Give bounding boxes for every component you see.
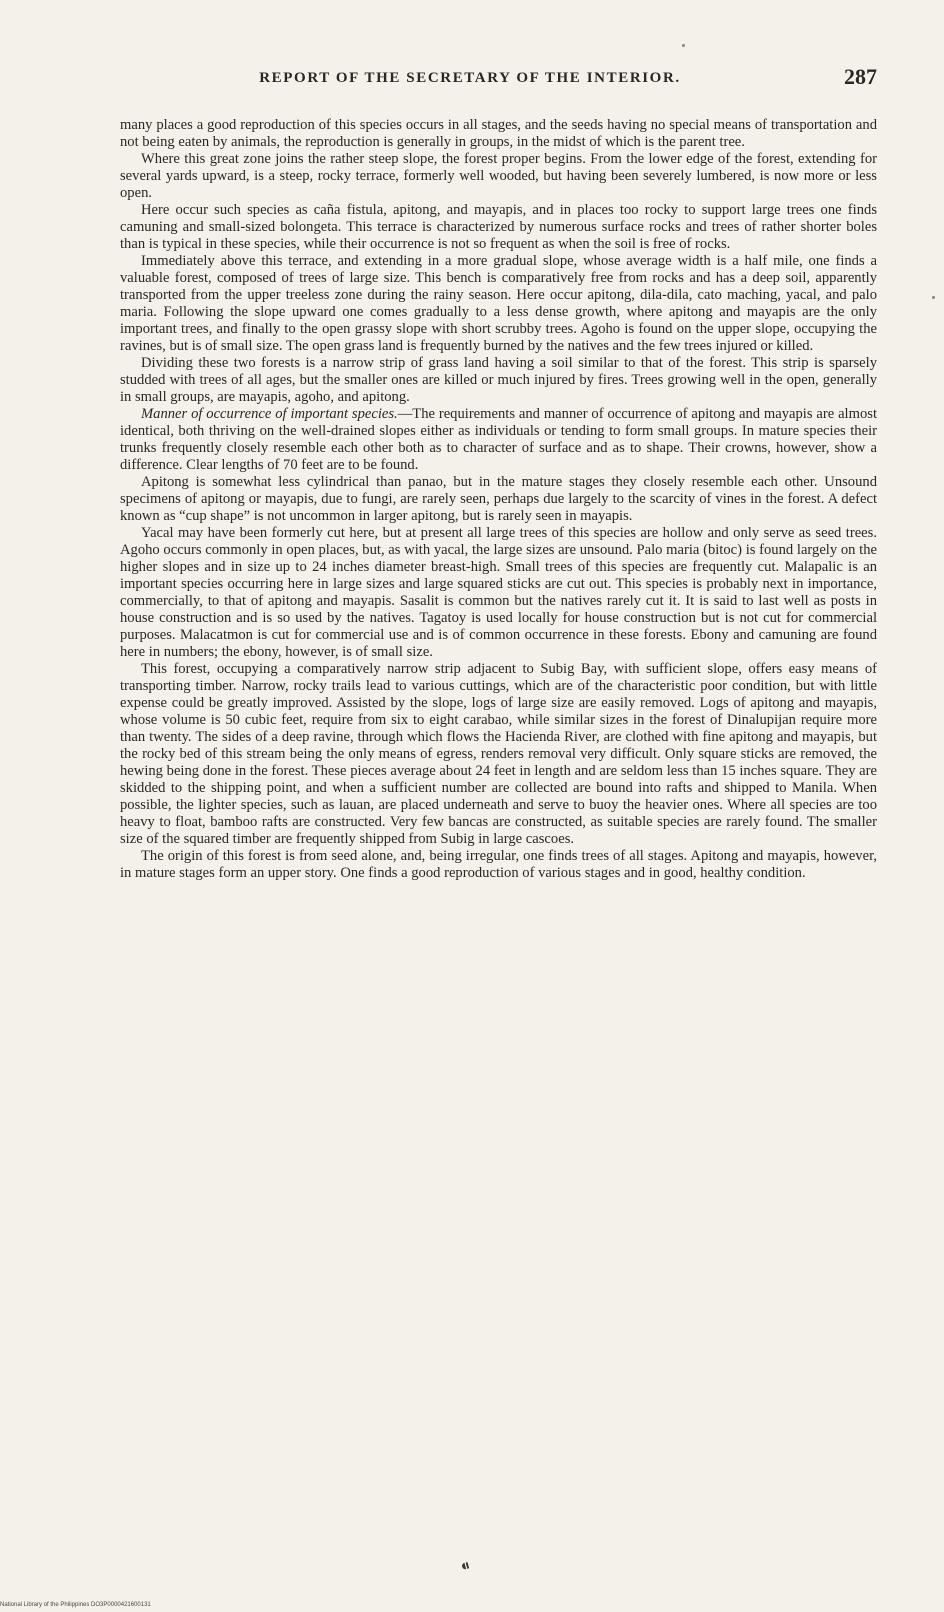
- paragraph: Here occur such species as caña fistula, apitong, and mayapis, and in places too rocky to support large trees one finds camuning and small-sized bolongeta. This terrace is characterized by numerous surface rocks and trees of rather shorter boles than is typical in these species, while their occurrence is not so frequent as when the soil is free of rocks.: [120, 202, 877, 252]
- scan-speck: [932, 296, 935, 299]
- running-header-title: REPORT OF THE SECRETARY OF THE INTERIOR.: [259, 70, 681, 86]
- pen-mark-icon: ⁌: [456, 1553, 474, 1581]
- scan-source-footer: National Library of the Philippines DO3P0000421600131: [0, 1602, 151, 1608]
- scan-speck: [682, 44, 685, 47]
- running-header: [120, 64, 877, 94]
- paragraph: Apitong is somewhat less cylindrical than panao, but in the mature stages they closely resemble each other. Unsound specimens of apitong or mayapis, due to fungi, are rarely seen, perhaps due largely to the scarcity of vines in the forest. A defect known as “cup shape” is not uncommon in larger apitong, but is rarely seen in mayapis.: [120, 474, 877, 524]
- paragraph-section-heading: Manner of occurrence of important species.—The requirements and manner of occurrence of apitong and mayapis are almost identical, both thriving on the well-drained slopes either as individuals or tending to form small groups. In mature species their trunks frequently closely resemble each other both as to character of surface and as to shape. Their crowns, however, show a difference. Clear lengths of 70 feet are to be found.: [120, 406, 877, 473]
- page-number: 287: [844, 64, 877, 89]
- paragraph: many places a good reproduction of this species occurs in all stages, and the seeds having no special means of transportation and not being eaten by animals, the reproduction is generally in groups, in the midst of which is the parent tree.: [120, 117, 877, 150]
- paragraph: This forest, occupying a comparatively narrow strip adjacent to Subig Bay, with sufficient slope, offers easy means of transporting timber. Narrow, rocky trails lead to various cuttings, which are of the characteristic poor condition, but with little expense could be greatly improved. Assisted by the slope, logs of large size are easily removed. Logs of apitong and mayapis, whose volume is 50 cubic feet, require from six to eight carabao, while similar sizes in the forest of Dinalupijan require more than twenty. The sides of a deep ravine, through which flows the Hacienda River, are clothed with fine apitong and mayapis, but the rocky bed of this stream being the only means of egress, renders removal very difficult. Only square sticks are removed, the hewing being done in the forest. These pieces average about 24 feet in length and are seldom less than 15 inches square. They are skidded to the shipping point, and when a sufficient number are collected are bound into rafts and shipped to Manila. When possible, the lighter species, such as lauan, are placed underneath and serve to buoy the heavier ones. Where all species are too heavy to float, bamboo rafts are constructed. Very few bancas are constructed, as suitable species are rarely found. The smaller size of the squared timber are frequently shipped from Subig in large cascoes.: [120, 661, 877, 847]
- section-heading-italic: Manner of occurrence of important species.: [141, 406, 398, 422]
- body-text: [120, 117, 877, 882]
- paragraph: Immediately above this terrace, and extending in a more gradual slope, whose average width is a half mile, one finds a valuable forest, composed of trees of large size. This bench is comparatively free from rocks and has a deep soil, apparently transported from the upper treeless zone during the rainy season. Here occur apitong, dila-dila, cato maching, yacal, and palo maria. Following the slope upward one comes gradually to a less dense growth, where apitong and mayapis are the only important trees, and finally to the open grassy slope with short scrubby trees. Agoho is found on the upper slope, occupying the ravines, but is of small size. The open grass land is frequently burned by the natives and the few trees injured or killed.: [120, 253, 877, 354]
- paragraph: Dividing these two forests is a narrow strip of grass land having a soil similar to that of the forest. This strip is sparsely studded with trees of all ages, but the smaller ones are killed or much injured by fires. Trees growing well in the open, generally in small groups, are mayapis, agoho, and apitong.: [120, 355, 877, 405]
- paragraph: Yacal may have been formerly cut here, but at present all large trees of this species are hollow and only serve as seed trees. Agoho occurs commonly in open places, but, as with yacal, the large sizes are unsound. Palo maria (bitoc) is found largely on the higher slopes and in size up to 24 inches diameter breast-high. Small trees of this species are frequently cut. Malapalic is an important species occurring here in large sizes and large squared sticks are cut out. This species is probably next in importance, commercially, to that of apitong and mayapis. Sasalit is common but the natives rarely cut it. It is said to last well as posts in house construction and is so used by the natives. Tagatoy is used locally for house construction but is not cut for commercial purposes. Malacatmon is cut for commercial use and is of common occurrence in these forests. Ebony and camuning are found here in numbers; the ebony, however, is of small size.: [120, 525, 877, 660]
- paragraph: Where this great zone joins the rather steep slope, the forest proper begins. From the lower edge of the forest, extending for several yards upward, is a steep, rocky terrace, formerly well wooded, but having been severely lumbered, is now more or less open.: [120, 151, 877, 201]
- paragraph: The origin of this forest is from seed alone, and, being irregular, one finds trees of all stages. Apitong and mayapis, however, in mature stages form an upper story. One finds a good reproduction of various stages and in good, healthy condition.: [120, 848, 877, 881]
